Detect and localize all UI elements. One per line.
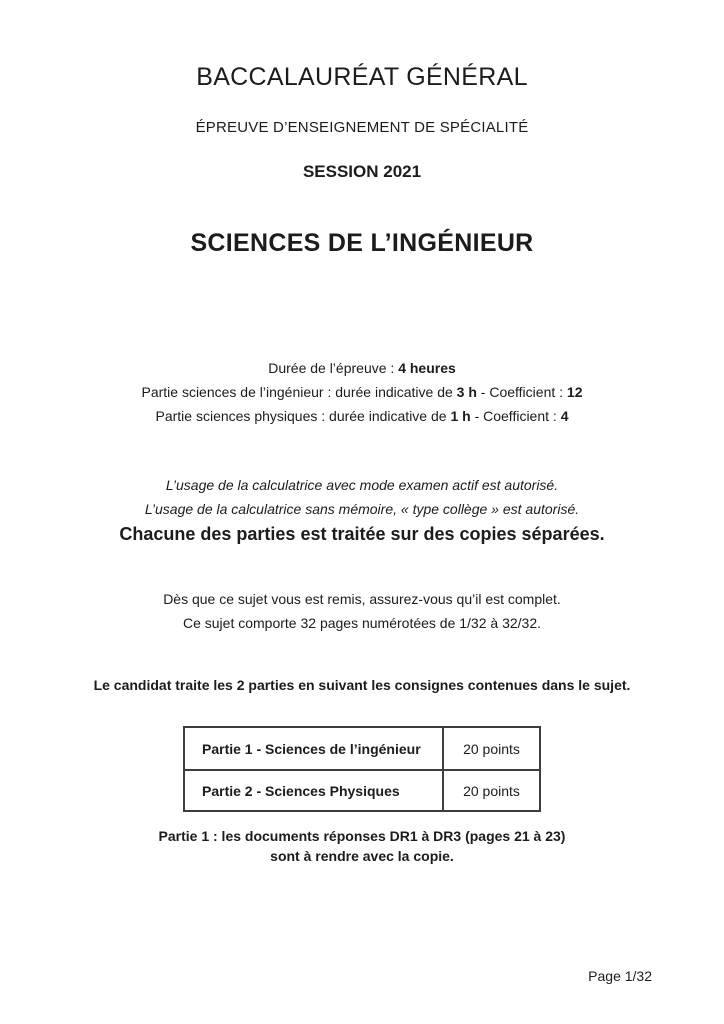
part1-hours: 3 h	[456, 384, 477, 400]
duration-label: Durée de l’épreuve :	[268, 360, 399, 376]
part2-duration-line	[0, 404, 724, 428]
completeness-block	[0, 587, 724, 635]
part1-points: 20 points	[463, 740, 520, 757]
table-row	[185, 769, 539, 810]
part1-duration-line	[0, 380, 724, 404]
part1-table-label: Partie 1 - Sciences de l’ingénieur	[185, 728, 444, 769]
exam-type-subtitle: ÉPREUVE D’ENSEIGNEMENT DE SPÉCIALITÉ	[195, 119, 529, 136]
duration-line	[0, 356, 724, 380]
page-title: BACCALAURÉAT GÉNÉRAL	[196, 63, 528, 91]
exam-duration-block	[0, 356, 724, 428]
part2-coefficient: 4	[560, 408, 569, 424]
annex-note-line-2: sont à rendre avec la copie.	[270, 848, 454, 864]
part2-coefficient-label: - Coefficient :	[470, 408, 561, 424]
candidate-instructions: Le candidat traite les 2 parties en suivant les consignes contenues dans le sujet.	[93, 677, 631, 693]
table-row	[185, 728, 539, 769]
page-number: Page 1/32	[588, 968, 652, 984]
parts-points-table	[183, 726, 541, 812]
session-label: SESSION 2021	[302, 162, 422, 181]
part2-duration-label: Partie sciences physiques : durée indicative de	[155, 408, 451, 424]
part2-hours: 1 h	[450, 408, 471, 424]
part1-coefficient: 12	[566, 384, 583, 400]
part1-duration-label: Partie sciences de l’ingénieur : durée indicative de	[141, 384, 457, 400]
calculator-rule-1: L’usage de la calculatrice avec mode examen actif est autorisé.	[165, 477, 559, 493]
completeness-line-1: Dès que ce sujet vous est remis, assurez-vous qu’il est complet.	[163, 591, 561, 607]
calculator-rule-2: L’usage de la calculatrice sans mémoire, « type collège » est autorisé.	[144, 500, 580, 517]
duration-value: 4 heures	[398, 360, 456, 376]
annex-note-line-1: Partie 1 : les documents réponses DR1 à DR3 (pages 21 à 23)	[158, 828, 566, 844]
part2-points: 20 points	[463, 782, 520, 799]
completeness-line-2: Ce sujet comporte 32 pages numérotées de 1/32 à 32/32.	[182, 615, 541, 631]
subject-title: SCIENCES DE L’INGÉNIEUR	[190, 229, 534, 257]
separate-copies-notice: Chacune des parties est traitée sur des copies séparées.	[119, 524, 605, 544]
calculator-rules-block	[0, 474, 724, 548]
part2-table-label: Partie 2 - Sciences Physiques	[185, 771, 444, 810]
annex-documents-note	[0, 826, 724, 866]
part1-coefficient-label: - Coefficient :	[476, 384, 567, 400]
